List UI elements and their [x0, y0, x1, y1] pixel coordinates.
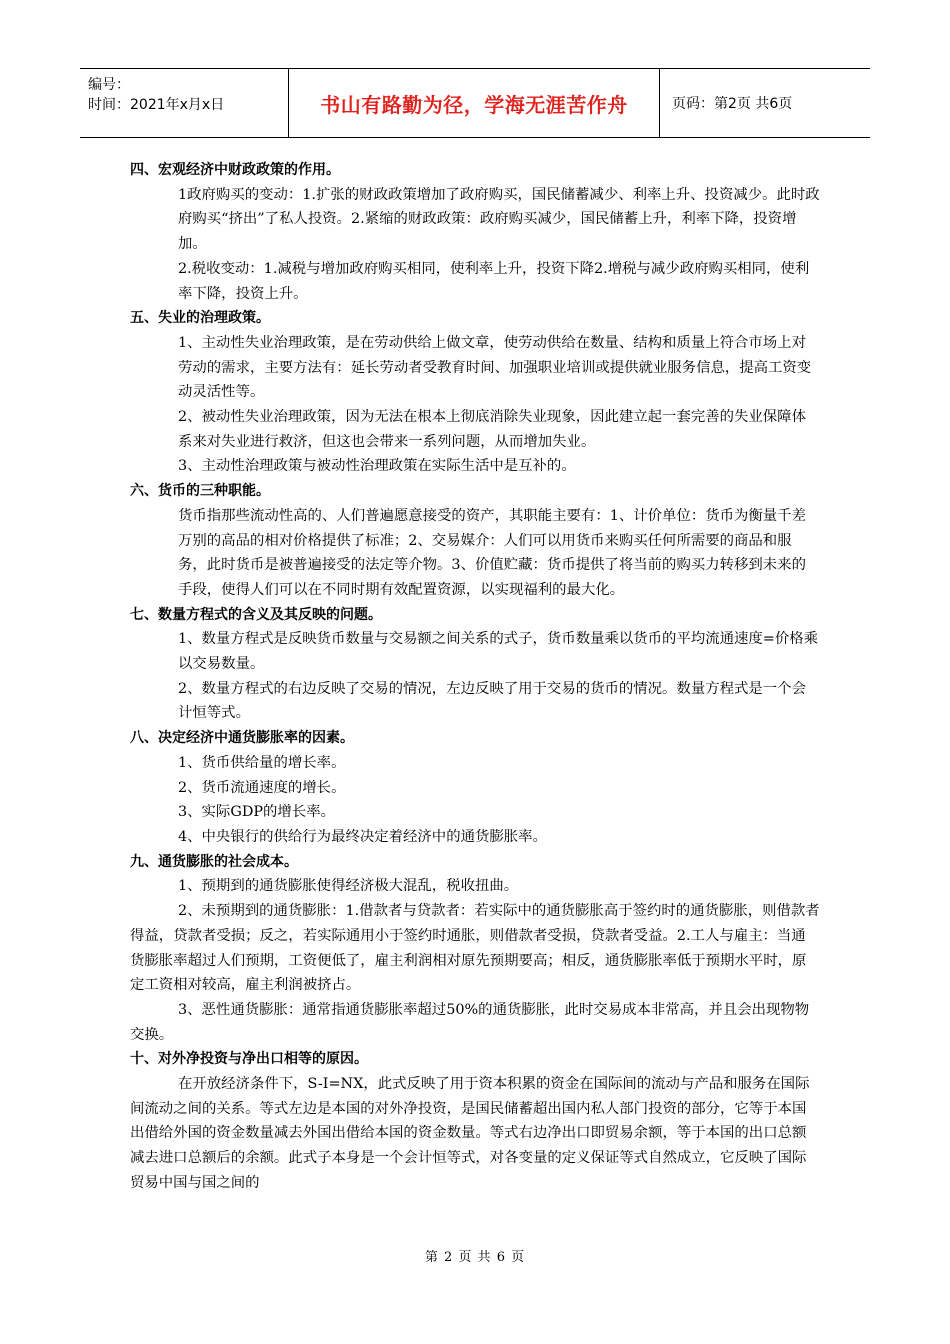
paragraph: 1、预期到的通货膨胀使得经济极大混乱，税收扭曲。 [178, 878, 519, 895]
header-motto: 书山有路勤为径，学海无涯苦作舟 [289, 69, 660, 137]
header-page-number: 页码：第2页 共6页 [672, 96, 793, 112]
section-title: 五、失业的治理政策。 [130, 310, 270, 327]
paragraph: 2.税收变动：1.减税与增加政府购买相同，使利率上升，投资下降2.增税与减少政府购买相同，使利率下降，投资上升。 [178, 260, 810, 302]
paragraph: 2、被动性失业治理政策，因为无法在根本上彻底消除失业现象，因此建立起一套完善的失业保障体系来对失业进行救济，但这也会带来一系列问题，从而增加失业。 [178, 409, 806, 450]
paragraph: 3、恶性通货膨胀：通常指通货膨胀率超过50%的通货膨胀，此时交易成本非常高，并且会出现物物交换。 [130, 1001, 810, 1043]
section-title: 十、对外净投资与净出口相等的原因。 [130, 1051, 368, 1068]
paragraph: 货币指那些流动性高的、人们普遍愿意接受的资产，其职能主要有：1、计价单位：货币为衡量千差万别的高品的相对价格提供了标准；2、交易媒介：人们可以用货币来购买任何所需要的商品和服务，此时货币是被普遍接受的法定等介物。3、价值贮藏：货币提供了将当前的购买力转移到未来的手段，使得人们可以在不同时期有效配置资源，以实现福利的最大化。 [178, 507, 806, 598]
paragraph: 2、货币流通速度的增长。 [178, 779, 346, 796]
document-header [80, 68, 870, 138]
section-title: 八、决定经济中通货膨胀率的因素。 [130, 730, 354, 747]
section-title: 七、数量方程式的含义及其反映的问题。 [130, 606, 382, 623]
paragraph: 1、数量方程式是反映货币数量与交易额之间关系的式子，货币数量乘以货币的平均流通速度=价格乘以交易数量。 [178, 631, 819, 673]
section-title: 四、宏观经济中财政政策的作用。 [130, 162, 340, 178]
header-meta [80, 69, 289, 137]
paragraph: 2、未预期到的通货膨胀：1.借款者与贷款者：若实际中的通货膨胀高于签约时的通货膨胀，则借款者得益，贷款者受损；反之，若实际通用小于签约时通胀，则借款者受损，贷款者受益。2.工人与雇主：当通货膨胀率超过人们预期，工资便低了，雇主利润相对原先预期要高；相反，通货膨胀率低于预期水平时，原定工资相对较高，雇主利润被挤占。 [130, 903, 820, 994]
header-date: 时间：2021年x月x日 [88, 97, 225, 113]
header-number: 编号： [88, 77, 130, 93]
paragraph: 4、中央银行的供给行为最终决定着经济中的通货膨胀率。 [178, 828, 547, 845]
paragraph: 1、货币供给量的增长率。 [178, 754, 346, 771]
paragraph: 在开放经济条件下，S-I=NX，此式反映了用于资本积累的资金在国际间的流动与产品和服务在国际间流动之间的关系。等式左边是本国的对外净投资，是国民储蓄超出国内私人部门投资的部分，它等于本国出借给外国的资金数量减去外国出借给本国的资金数量。等式右边净出口即贸易余额，等于本国的出口总额减去进口总额后的余额。此式子本身是一个会计恒等式，对各变量的定义保证等式自然成立，它反映了国际贸易中国与国之间的 [130, 1076, 810, 1191]
section-title: 六、货币的三种职能。 [130, 483, 270, 500]
paragraph: 1、主动性失业治理政策，是在劳动供给上做文章，使劳动供给在数量、结构和质量上符合市场上对劳动的需求，主要方法有：延长劳动者受教育时间、加强职业培训或提供就业服务信息，提高工资变动灵活性等。 [178, 334, 812, 401]
paragraph: 1政府购买的变动：1.扩张的财政政策增加了政府购买，国民储蓄减少、利率上升、投资减少。此时政府购买“挤出”了私人投资。2.紧缩的财政政策：政府购买减少，国民储蓄上升，利率下降，投资增加。 [178, 186, 820, 253]
paragraph: 2、数量方程式的右边反映了交易的情况，左边反映了用于交易的货币的情况。数量方程式是一个会计恒等式。 [178, 680, 806, 722]
section-title: 九、通货膨胀的社会成本。 [130, 853, 298, 870]
page-footer: 第 2 页 共 6 页 [424, 1250, 526, 1265]
paragraph: 3、主动性治理政策与被动性治理政策在实际生活中是互补的。 [178, 458, 576, 475]
paragraph: 3、实际GDP的增长率。 [178, 804, 335, 821]
document-body [130, 158, 820, 1196]
